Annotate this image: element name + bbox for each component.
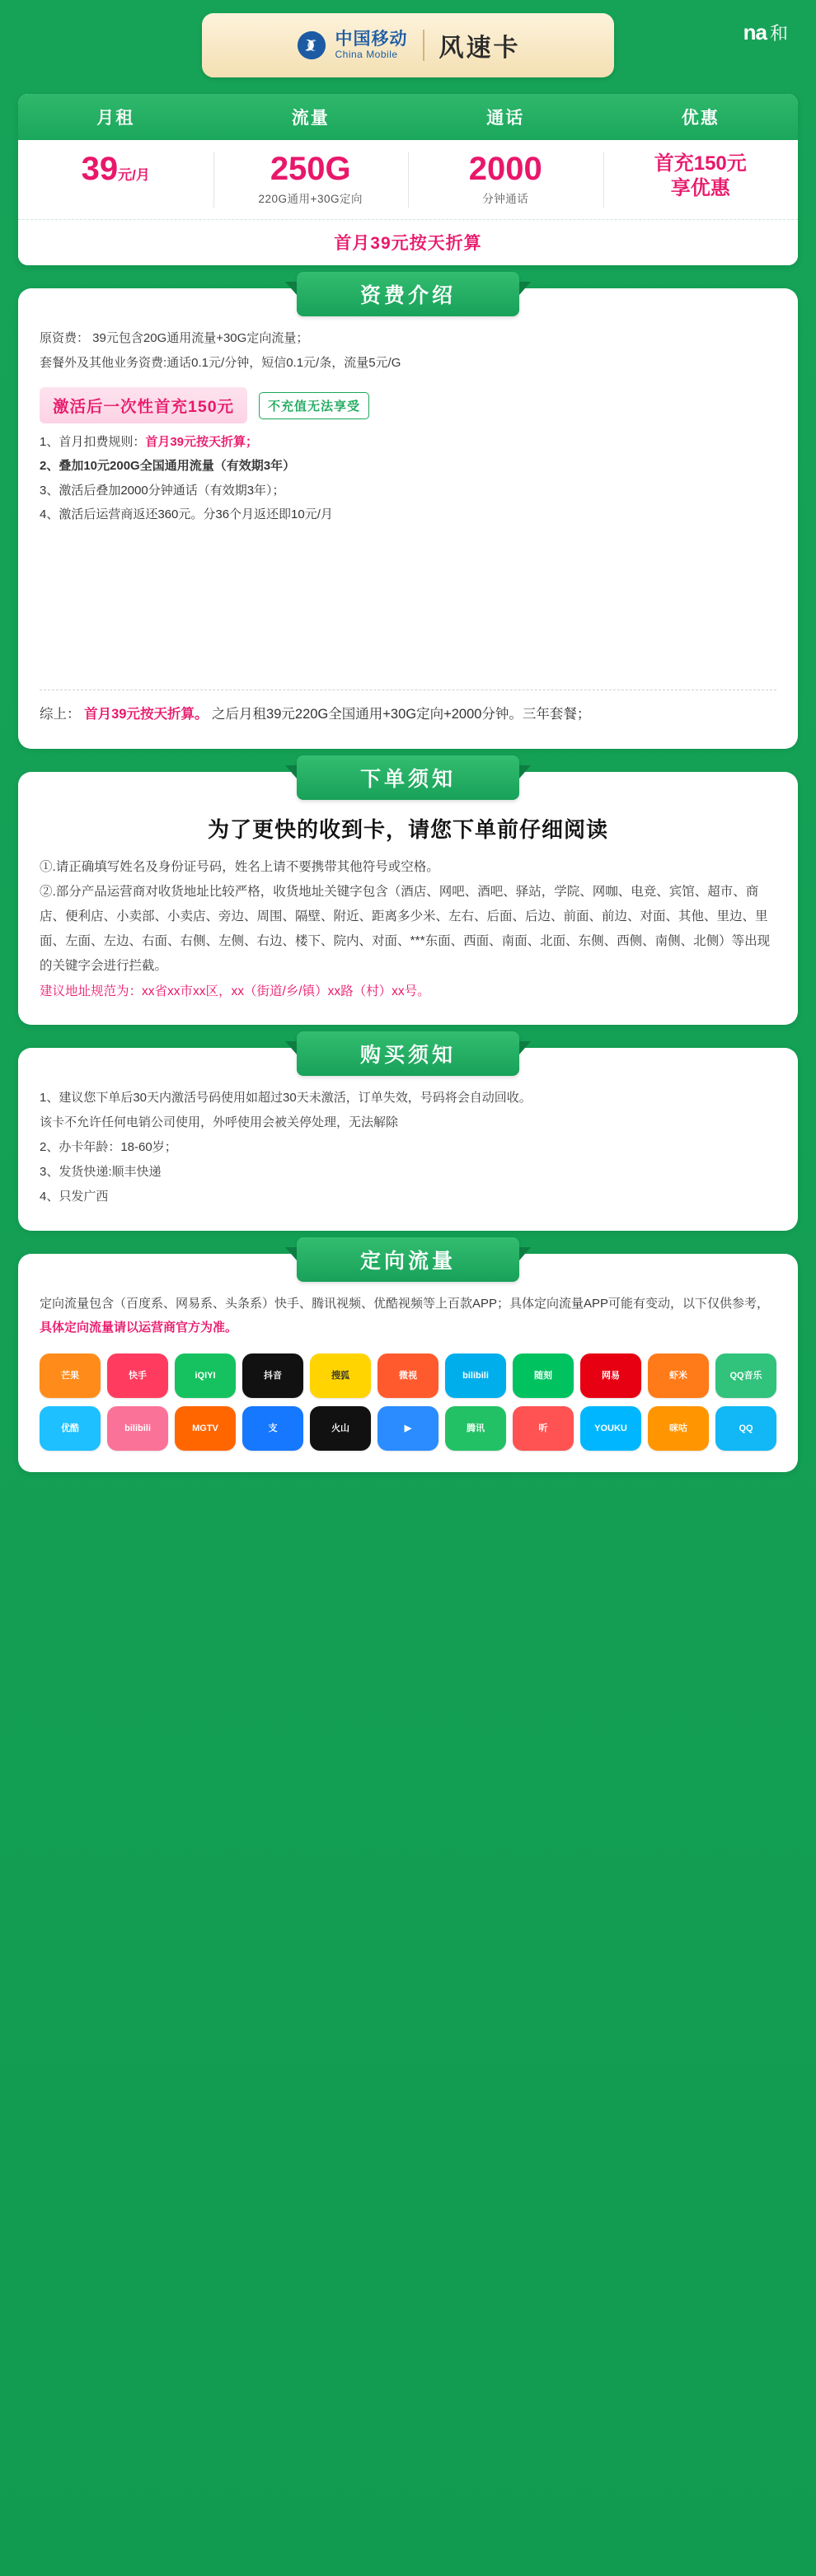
spec-cell-monthly-fee bbox=[18, 140, 213, 219]
order-notice-item: ①.请正确填写姓名及身份证号码，姓名上请不要携带其他符号或空格。 bbox=[40, 859, 439, 874]
app-icon-weishi: 微视 bbox=[378, 1353, 438, 1398]
spec-cell-data bbox=[213, 140, 409, 219]
tariff-highlight-note: 不充值无法享受 bbox=[259, 392, 369, 419]
operator-name-en: China Mobile bbox=[335, 49, 398, 61]
app-icon-youku: 优酷 bbox=[40, 1406, 101, 1451]
app-icon-iqiyi: iQIYI bbox=[175, 1353, 236, 1398]
app-icon-suike: 随刻 bbox=[513, 1353, 574, 1398]
purchase-notice-item: 3、发货快递:顺丰快递 bbox=[40, 1165, 162, 1180]
order-notice-headline: 为了更快的收到卡，请您下单前仔细阅读 bbox=[207, 816, 608, 842]
app-icon-alipay: 支 bbox=[242, 1406, 303, 1451]
he-brand-cn: 和 bbox=[769, 23, 788, 44]
voice-value: 2000 bbox=[468, 151, 542, 187]
spec-table-header bbox=[18, 94, 798, 140]
tariff-highlight-row bbox=[40, 387, 776, 423]
spec-col-promo: 优惠 bbox=[681, 109, 720, 128]
order-notice-address-rule: 建议地址规范为：xx省xx市xx区，xx（街道/乡/镇）xx路（村）xx号。 bbox=[40, 984, 430, 998]
app-icon-huoshan: 火山 bbox=[310, 1406, 371, 1451]
purchase-notice-item: 1、建议您下单后30天内激活号码使用如超过30天未激活，订单失效，号码将会自动回收。 bbox=[40, 1091, 532, 1106]
purchase-notice-item: 2、办卡年龄：18-60岁； bbox=[40, 1140, 177, 1155]
china-mobile-logo-icon bbox=[296, 30, 327, 61]
spec-col-monthly-fee: 月租 bbox=[96, 109, 135, 128]
purchase-notice-item: 该卡不允许任何电销公司使用，外呼使用会被关停处理，无法解除 bbox=[40, 1115, 399, 1130]
app-icon-ximalaya: 听 bbox=[513, 1406, 574, 1451]
app-icon-douyin: 抖音 bbox=[242, 1353, 303, 1398]
directional-traffic-card bbox=[18, 1250, 798, 1472]
monthly-fee-unit: 元/月 bbox=[118, 167, 150, 183]
spec-table bbox=[18, 94, 798, 265]
tariff-card bbox=[18, 284, 798, 749]
tariff-rule-item: 2、叠加10元200G全国通用流量（有效期3年） bbox=[40, 459, 296, 474]
app-icon-grid bbox=[40, 1353, 776, 1451]
app-icon-sohu-video: 搜狐 bbox=[310, 1353, 371, 1398]
tariff-summary-prefix: 综上： bbox=[40, 707, 81, 722]
app-icon-google-play: ▶ bbox=[378, 1406, 438, 1451]
directional-traffic-text bbox=[40, 1292, 776, 1340]
tariff-rule-item: 3、激活后叠加2000分钟通话（有效期3年）； bbox=[40, 483, 285, 498]
app-icon-migu-video: 咪咕 bbox=[648, 1406, 709, 1451]
app-icon-mgtv: MGTV bbox=[175, 1406, 236, 1451]
app-icon-tencent-video: 腾讯 bbox=[445, 1406, 506, 1451]
spec-footer-note: 首月39元按天折算 bbox=[18, 219, 798, 265]
tariff-base-line-1: 原资费： 39元包含20G通用流量+30G定向流量； bbox=[40, 331, 309, 345]
tariff-rule-item: 4、激活后运营商返还360元。分36个月返还即10元/月 bbox=[40, 507, 333, 521]
tariff-spacer bbox=[40, 526, 776, 675]
directional-traffic-title: 定向流量 bbox=[297, 1237, 519, 1282]
app-icon-kuaishou: 快手 bbox=[107, 1353, 168, 1398]
promo-line-2: 享优惠 bbox=[670, 177, 730, 199]
tariff-summary-highlight: 首月39元按天折算。 bbox=[84, 707, 209, 722]
page-header bbox=[0, 0, 816, 91]
data-value: 250G bbox=[270, 151, 351, 187]
data-detail: 220G通用+30G定向 bbox=[258, 193, 363, 205]
app-icon-netease-news: 网易 bbox=[580, 1353, 641, 1398]
promo-line-1: 首充150元 bbox=[654, 152, 747, 175]
operator-name-cn: 中国移动 bbox=[335, 30, 408, 49]
tariff-rule-item: 1、首月扣费规则：首月39元按天折算； bbox=[40, 435, 259, 449]
app-icon-bilibili: bilibili bbox=[107, 1406, 168, 1451]
he-brand-cap: na bbox=[743, 20, 767, 44]
tariff-base-line-2: 套餐外及其他业务资费:通话0.1元/分钟，短信0.1元/条，流量5元/G bbox=[40, 356, 401, 370]
tariff-title: 资费介绍 bbox=[297, 272, 519, 316]
tariff-rules-list bbox=[40, 430, 776, 526]
app-icon-xiami-music: 虾米 bbox=[648, 1353, 709, 1398]
tariff-summary bbox=[40, 702, 776, 727]
directional-text-highlight: 具体定向流量请以运营商官方为准。 bbox=[40, 1321, 238, 1335]
app-icon-youku: YOUKU bbox=[580, 1406, 641, 1451]
purchase-notice-title: 购买须知 bbox=[297, 1031, 519, 1076]
voice-detail: 分钟通话 bbox=[482, 193, 529, 205]
spec-table-body bbox=[18, 140, 798, 219]
purchase-notice-card bbox=[18, 1044, 798, 1231]
directional-text-part-1: 定向流量包含（百度系、网易系、头条系）快手、腾讯视频、优酷视频等上百款APP；具体定向流量APP可能有变动，以下仅供参考， bbox=[40, 1297, 770, 1311]
spec-cell-voice bbox=[408, 140, 603, 219]
divider bbox=[423, 30, 424, 61]
tariff-summary-rest: 之后月租39元220G全国通用+30G定向+2000分钟。三年套餐； bbox=[212, 707, 591, 722]
monthly-fee-value: 39元/月 bbox=[81, 151, 150, 187]
spec-col-voice: 通话 bbox=[486, 109, 525, 128]
spec-cell-promo bbox=[603, 140, 799, 219]
card-name: 风速卡 bbox=[438, 35, 521, 62]
app-icon-bilibili: bilibili bbox=[445, 1353, 506, 1398]
spec-col-data: 流量 bbox=[291, 109, 330, 128]
order-notice-title: 下单须知 bbox=[297, 755, 519, 800]
app-icon-qq: QQ bbox=[715, 1406, 776, 1451]
tariff-highlight: 激活后一次性首充150元 bbox=[40, 387, 247, 423]
order-notice-item: ②.部分产品运营商对收货地址比较严格，收货地址关键字包含（酒店、网吧、酒吧、驿站，学院、网咖、电竞、宾馆、超市、商店、便利店、小卖部、小卖店、旁边、周围、隔壁、附近、距离多少米、左右、后面、后边、前面、前边、对面、其他、里边、里面、左面、左边、右面、右侧、左侧、右边、楼下、院内、对面、***东面、西面、南面、北面、东侧、西侧、南侧、北侧）等出现的关键字会进行拦截。 bbox=[40, 884, 771, 974]
china-mobile-logo bbox=[296, 30, 408, 61]
purchase-notice-item: 4、只发广西 bbox=[40, 1190, 109, 1204]
app-icon-mangotv: 芒果 bbox=[40, 1353, 101, 1398]
brand-pill bbox=[202, 13, 614, 77]
he-brand-logo bbox=[743, 20, 788, 45]
app-icon-qq-music: QQ音乐 bbox=[715, 1353, 776, 1398]
order-notice-card bbox=[18, 767, 798, 1026]
